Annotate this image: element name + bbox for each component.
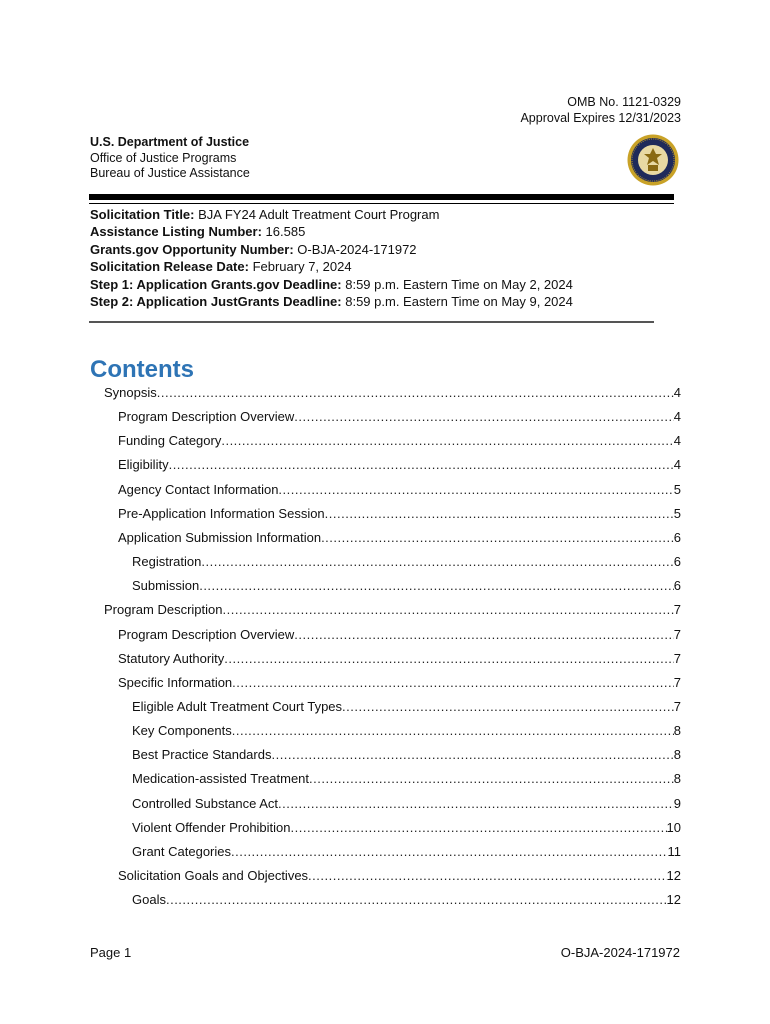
- toc-entry-title: Grant Categories: [132, 843, 231, 859]
- toc-entry-title: Program Description Overview: [118, 409, 295, 425]
- toc-entry-title: Eligible Adult Treatment Court Types: [132, 698, 343, 714]
- omb-number: OMB No. 1121-0329: [567, 95, 681, 109]
- toc-entry[interactable]: [132, 770, 681, 788]
- toc-leader-dots: [308, 867, 666, 885]
- toc-entry-title: Best Practice Standards: [132, 747, 272, 763]
- toc-entry-page: 10: [666, 819, 681, 835]
- footer-page-number: Page 1: [90, 945, 132, 960]
- toc-entry-page: 6: [673, 578, 681, 594]
- office-name: Office of Justice Programs: [90, 150, 237, 165]
- toc-entry-title: Solicitation Goals and Objectives: [118, 868, 309, 883]
- toc-entry[interactable]: [132, 819, 681, 837]
- approval-expires: Approval Expires 12/31/2023: [520, 111, 681, 125]
- toc-entry-page: 4: [673, 409, 681, 425]
- toc-entry-title: Program Description: [104, 602, 223, 618]
- toc-entry-page: 7: [673, 626, 681, 642]
- toc-leader-dots: [294, 408, 673, 426]
- toc-entry-title: Synopsis: [104, 385, 157, 400]
- toc-entry-page: 4: [673, 433, 681, 449]
- toc-leader-dots: [231, 843, 668, 861]
- toc-entry-page: 9: [673, 795, 681, 811]
- toc-entry-page: 12: [666, 892, 681, 908]
- solicitation-info: [90, 206, 573, 310]
- solicitation-rule: [89, 321, 654, 323]
- opportunity-number-line: [90, 241, 573, 258]
- toc-entry[interactable]: [132, 843, 681, 861]
- toc-entry-title: Funding Category: [118, 433, 222, 449]
- step1-deadline-label: Step 1: Application Grants.gov Deadline:: [90, 276, 342, 292]
- toc-leader-dots: [201, 553, 673, 571]
- toc-entry[interactable]: [118, 650, 681, 668]
- toc-entry-page: 11: [667, 843, 681, 859]
- contents-heading: Contents: [90, 356, 194, 383]
- toc-entry[interactable]: [118, 626, 681, 644]
- toc-entry-page: 5: [673, 505, 681, 521]
- toc-entry-title: Registration: [132, 554, 202, 570]
- toc-entry-title: Application Submission Information: [118, 529, 322, 545]
- toc-entry-page: 5: [673, 481, 681, 497]
- toc-entry[interactable]: [132, 722, 681, 740]
- toc-leader-dots: [232, 674, 674, 692]
- toc-leader-dots: [321, 529, 674, 547]
- toc-entry-title: Agency Contact Information: [118, 481, 279, 497]
- toc-leader-dots: [157, 384, 674, 402]
- toc-entry[interactable]: [104, 601, 681, 619]
- assistance-listing-value: 16.585: [261, 224, 306, 240]
- toc-entry-page: 6: [673, 554, 681, 570]
- step2-deadline-label: Step 2: Application JustGrants Deadline:: [90, 294, 342, 310]
- toc-entry-page: 4: [673, 457, 681, 473]
- release-date-label: Solicitation Release Date:: [90, 259, 249, 275]
- bureau-name: Bureau of Justice Assistance: [90, 166, 250, 180]
- solicitation-title-label: Solicitation Title:: [90, 207, 195, 222]
- toc-entry[interactable]: [132, 577, 681, 595]
- toc-leader-dots: [232, 722, 674, 740]
- toc-entry[interactable]: [132, 891, 681, 909]
- toc-entry-title: Submission: [132, 578, 200, 594]
- opportunity-number-label: Grants.gov Opportunity Number:: [90, 241, 294, 257]
- toc-entry-page: 12: [666, 868, 681, 883]
- solicitation-title-value: BJA FY24 Adult Treatment Court Program: [194, 207, 440, 222]
- toc-leader-dots: [291, 819, 667, 837]
- toc-leader-dots: [342, 698, 674, 716]
- doj-seal-icon: [627, 134, 679, 186]
- omb-block: [520, 94, 681, 126]
- header-rule-thin: [89, 203, 674, 204]
- toc-entry-page: 8: [673, 771, 681, 787]
- assistance-listing-line: [90, 223, 573, 240]
- header-rule-thick: [89, 194, 674, 200]
- agency-block: [90, 135, 250, 182]
- toc-entry[interactable]: [118, 505, 681, 523]
- toc-leader-dots: [169, 456, 674, 474]
- toc-leader-dots: [166, 891, 667, 909]
- department-name: U.S. Department of Justice: [90, 135, 250, 149]
- toc-entry-page: 8: [673, 747, 681, 763]
- toc-entry[interactable]: [118, 456, 681, 474]
- step2-deadline-line: [90, 293, 573, 310]
- step1-deadline-line: [90, 276, 573, 293]
- opportunity-number-value: O-BJA-2024-171972: [293, 241, 417, 257]
- toc-entry-page: 8: [673, 723, 681, 739]
- toc-entry-title: Controlled Substance Act: [132, 795, 278, 811]
- toc-entry-title: Eligibility: [118, 457, 169, 473]
- toc-entry-title: Key Components: [132, 723, 232, 739]
- toc-entry[interactable]: [118, 408, 681, 426]
- toc-entry[interactable]: [118, 432, 681, 450]
- footer-doc-id: O-BJA-2024-171972: [560, 945, 680, 960]
- release-date-line: [90, 258, 573, 275]
- toc-entry-title: Violent Offender Prohibition: [132, 819, 291, 835]
- toc-leader-dots: [271, 746, 673, 764]
- toc-entry[interactable]: [132, 698, 681, 716]
- toc-entry[interactable]: [132, 746, 681, 764]
- toc-entry-title: Goals: [132, 892, 166, 908]
- toc-entry[interactable]: [132, 795, 681, 813]
- toc-entry[interactable]: [104, 384, 681, 402]
- toc-leader-dots: [224, 650, 674, 668]
- toc-leader-dots: [223, 601, 674, 619]
- assistance-listing-label: Assistance Listing Number:: [90, 224, 262, 240]
- toc-leader-dots: [325, 505, 674, 523]
- solicitation-title-line: [90, 206, 573, 223]
- toc-entry[interactable]: [118, 674, 681, 692]
- step1-deadline-value: 8:59 p.m. Eastern Time on May 2, 2024: [341, 276, 573, 292]
- toc-leader-dots: [278, 795, 674, 813]
- toc-entry-title: Pre-Application Information Session: [118, 505, 325, 521]
- toc-leader-dots: [278, 481, 673, 499]
- toc-leader-dots: [294, 626, 673, 644]
- toc-entry-page: 6: [673, 529, 681, 545]
- toc-leader-dots: [309, 770, 674, 788]
- toc-leader-dots: [221, 432, 673, 450]
- release-date-value: February 7, 2024: [248, 259, 352, 275]
- toc-leader-dots: [199, 577, 674, 595]
- toc-entry-page: 4: [673, 385, 681, 400]
- toc-entry-page: 7: [673, 698, 681, 714]
- step2-deadline-value: 8:59 p.m. Eastern Time on May 9, 2024: [341, 294, 573, 310]
- toc-entry-title: Medication-assisted Treatment: [132, 771, 310, 787]
- toc-entry[interactable]: [118, 529, 681, 547]
- toc-entry-title: Specific Information: [118, 674, 233, 690]
- toc-entry-page: 7: [673, 674, 681, 690]
- toc-entry[interactable]: [118, 481, 681, 499]
- toc-entry-page: 7: [673, 602, 681, 618]
- toc-entry-title: Statutory Authority: [118, 650, 225, 666]
- toc-entry-page: 7: [673, 650, 681, 666]
- toc-entry[interactable]: [132, 553, 681, 571]
- toc-entry-title: Program Description Overview: [118, 626, 295, 642]
- toc-entry[interactable]: [118, 867, 681, 885]
